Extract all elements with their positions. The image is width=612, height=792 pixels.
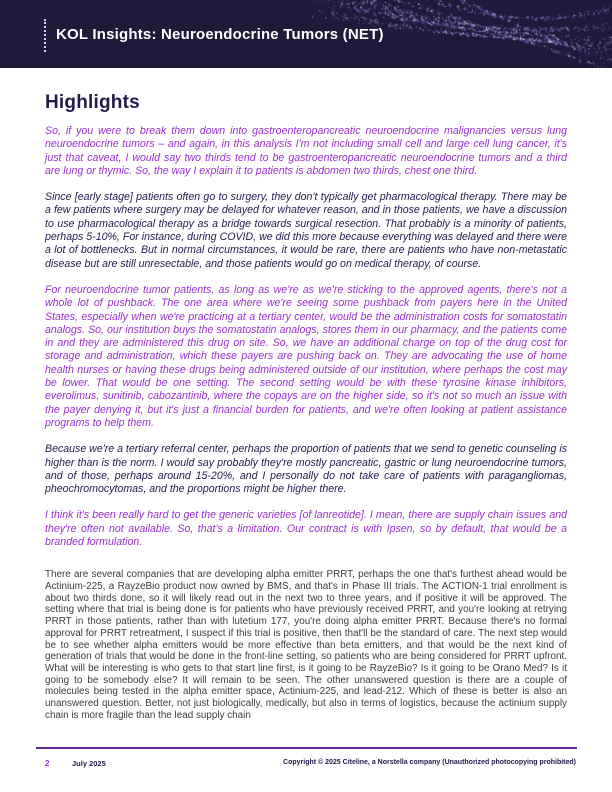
kol-quote-5: I think it's been really hard to get the generic varieties [of lanreotide]. I mean, there are supply chain issues and they're often not available. So, that's a limitation. Our contract is with Ipsen, so by default, that would be a branded formulation. [45, 509, 567, 549]
highlights-heading: Highlights [45, 92, 140, 113]
kol-quote-4: Because we're a tertiary referral center, perhaps the proportion of patients that we send to genetic counseling is higher than is the norm. I would say probably they're mostly pancreatic, gastric or lung neuroendocrine tumors, and of those, perhaps around 15-20%, and I personally do not take care of patients with paragangliomas, pheochromocytomas, and the proportions might be higher there. [45, 443, 568, 496]
footer-date: July 2025 [72, 759, 106, 768]
dotted-rule-decoration [44, 19, 46, 52]
footer-page-number: 2 [45, 759, 50, 768]
kol-quote-2: Since [early stage] patients often go to surgery, they don't typically get pharmacological therapy. There may be a few patients where surgery may be delayed for whatever reason, and in those patients, we have a discussion to use pharmacological therapy as a bridge towards surgical resection. That probably is a minority of patients, perhaps 5-10%, For instance, during COVID, we did this more because everything was delayed and there were a lot of bottlenecks. But in normal circumstances, it would be rare, there are patients who have non-metastatic disease but are still unresectable, and those patients would go on medical therapy, of course. [45, 191, 567, 270]
kol-quote-1: So, if you were to break them down into gastroenteropancreatic neuroendocrine malignancies versus lung neuroendocrine tumors – and again, in this analysis I'm not including small cell and large cell lung cancer, it's just that caveat, I would say two thirds tend to be gastroenteropancreatic neuroendocrine tumors and a third are lung or thymic. So, the way I explain it to patients is abdomen two thirds, chest one third. [45, 125, 567, 177]
kol-quote-3: For neuroendocrine tumor patients, as long as we're as we're sticking to the approved agents, there's not a whole lot of pushback. The one area where we're seeing some pushback from payers here in the United States, especially when we're practicing at a tertiary center, would be the administration costs for somatostatin analogs. So, our institution buys the somatostatin analogs, stores them in our pharmacy, and the patients come in and they are administered this drug on site. So, we have an additional charge on top of the drug cost for storage and administration, which these payers are pushing back on. They are advocating the use of home health nurses or having these drugs being administered outside of our institution, where perhaps the cost may be lower. That would be one setting. The second setting would be with these tyrosine kinase inhibitors, everolimus, sunitinib, cabozantinib, where the copays are on the higher side, so it's not so much an issue with the payer denying it, but it's just a financial burden for patients, and we're often looking at patient assistance programs to help them. [45, 283, 567, 429]
page-title: KOL Insights: Neuroendocrine Tumors (NET) [56, 25, 384, 43]
content-area [45, 92, 567, 721]
page-header [0, 0, 612, 68]
footer-copyright: Copyright © 2025 Citeline, a Norstella company (Unauthorized photocopying prohibited) [283, 759, 576, 766]
analysis-paragraph: There are several companies that are developing alpha emitter PRRT, perhaps the one that's furthest ahead would be Actinium-225, a RayzeBio product now owned by BMS, and that's in Phase III trials. The ACTION-1 trial enrollment is about two thirds done, so it will likely read out in the next two to three years, and if positive it will be approved. The setting where that trial is being done is for patients who have previously received PRRT, and you're looking at retrying PRRT in those patients, rather than with lutetium 177, you're doing alpha emitter PRRT. Because there's no formal approval for PRRT retreatment, I suspect if this trial is positive, then that'll be the standard of care. The next step would be to see whether alpha emitters would be more effective than beta emitters, and that would be the next kind of generation of trials that would be done in the front-line setting, so patients who are being considered for PRRT upfront. What will be interesting is who gets to that start line first, is it going to be RayzeBio? Is it going to be Orano Med? Is it going to be somebody else? It will remain to be seen. The other unanswered question is there are a couple of molecules being tested in the alpha emitter space, Actinium-225, and lead-212. Which of these is better is also an unanswered question. Better, not just biologically, medically, but also in terms of logistics, because the actinium supply chain is more fragile than the lead supply chain [45, 569, 567, 721]
footer-rule [36, 747, 577, 749]
